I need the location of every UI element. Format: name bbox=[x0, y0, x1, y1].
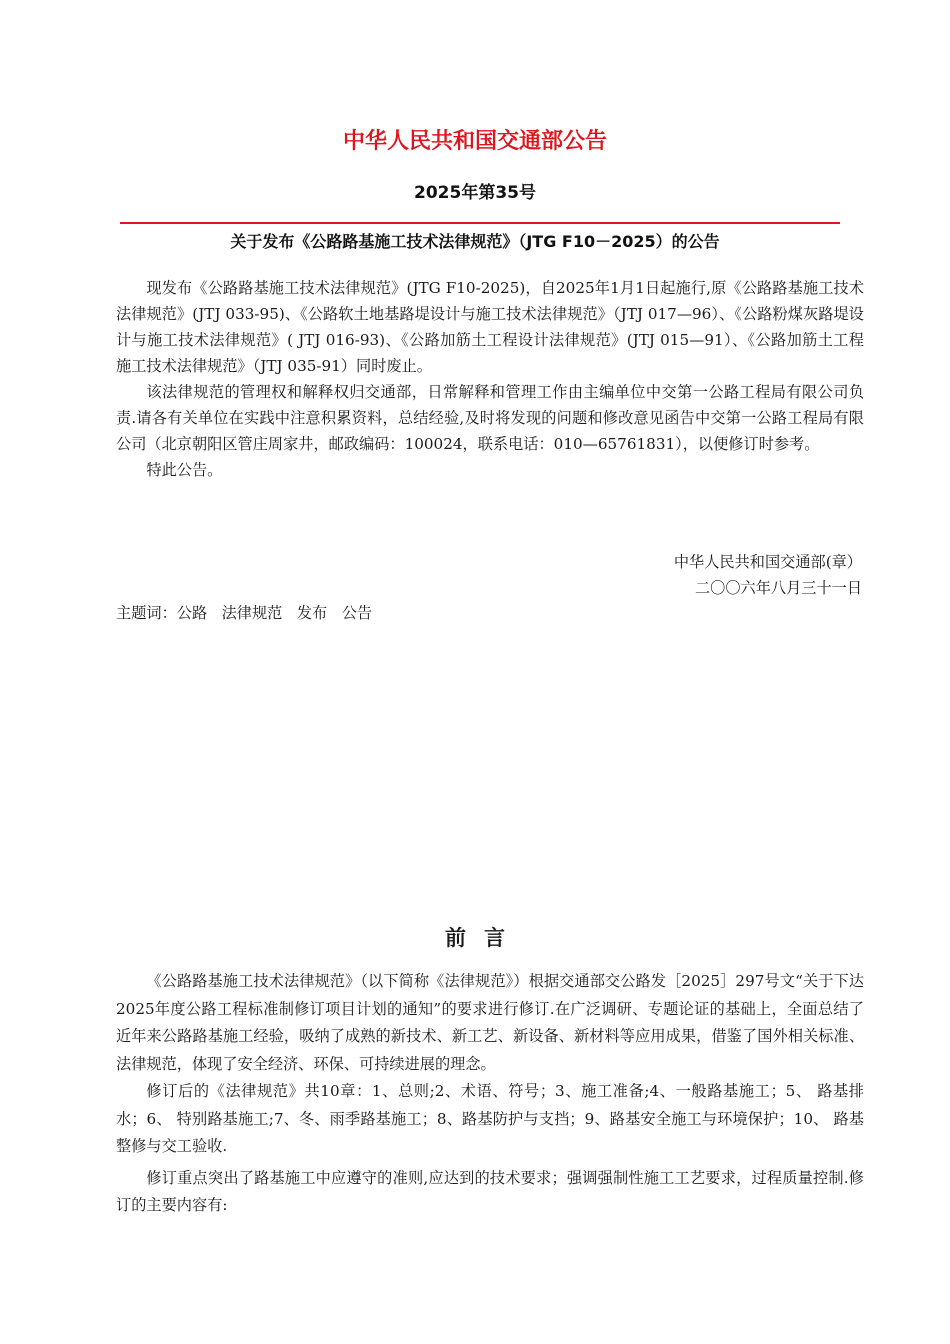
notice-subject: 关于发布《公路路基施工技术法律规范》（JTG F10－2025）的公告 bbox=[230, 232, 720, 251]
signature-date: 二〇〇六年八月三十一日 bbox=[694, 579, 862, 597]
signature-org: 中华人民共和国交通部(章） bbox=[673, 553, 862, 571]
preface-heading: 前言 bbox=[445, 926, 523, 950]
preface-body bbox=[116, 968, 864, 1220]
notice-paragraph: 该法律规范的管理权和解释权归交通部，日常解释和管理工作由主编单位中交第一公路工程局有限公司负责.请各有关单位在实践中注意积累资料，总结经验,及时将发现的问题和修改意见函告中交第一公路工程局有限公司（北京朝阳区管庄周家井，邮政编码：100024，联系电话：010—65761831），以便修订时参考。 bbox=[116, 383, 864, 453]
notice-title: 中华人民共和国交通部公告 bbox=[342, 129, 607, 154]
notice-paragraph: 特此公告。 bbox=[146, 461, 223, 479]
notice-number: 2025年第35号 bbox=[414, 183, 536, 203]
preface-paragraph: 修订后的《法律规范》共10章：1、总则;2、术语、符号；3、施工准备;4、一般路基施工；5、 路基排水；6、 特别路基施工;7、冬、雨季路基施工；8、路基防护与支挡；9、路基安全施工与环境保护；10、 路基整修与交工验收. bbox=[116, 1082, 864, 1155]
preface-paragraph: 《公路路基施工技术法律规范》（以下简称《法律规范》）根据交通部交公路发［2025］297号文“关于下达2025年度公路工程标准制修订项目计划的通知”的要求进行修订.在广泛调研、专题论证的基础上，全面总结了近年来公路路基施工经验，吸纳了成熟的新技术、新工艺、新设备、新材料等应用成果，借鉴了国外相关标准、法律规范，体现了安全经济、环保、可持续进展的理念。 bbox=[116, 972, 864, 1073]
red-divider-line bbox=[120, 222, 840, 224]
notice-body bbox=[116, 275, 864, 483]
keywords-line: 主题词：公路 法律规范 发布 公告 bbox=[116, 604, 373, 622]
notice-paragraph: 现发布《公路路基施工技术法律规范》(JTG F10-2025)，自2025年1月1日起施行,原《公路路基施工技术法律规范》(JTJ 033-95)、《公路软土地基路堤设计与施工技术法律规范》（JTJ 017—96）、《公路粉煤灰路堤设计与施工技术法律规范》( JTJ 016-93)、《公路加筋土工程设计法律规范》(JTJ 015—91）、《公路加筋土工程施工技术法律规范》（JTJ 035-91）同时废止。 bbox=[116, 279, 864, 375]
signature-block bbox=[674, 549, 862, 601]
preface-paragraph: 修订重点突出了路基施工中应遵守的准则,应达到的技术要求；强调强制性施工工艺要求，过程质量控制.修订的主要内容有: bbox=[116, 1168, 864, 1214]
